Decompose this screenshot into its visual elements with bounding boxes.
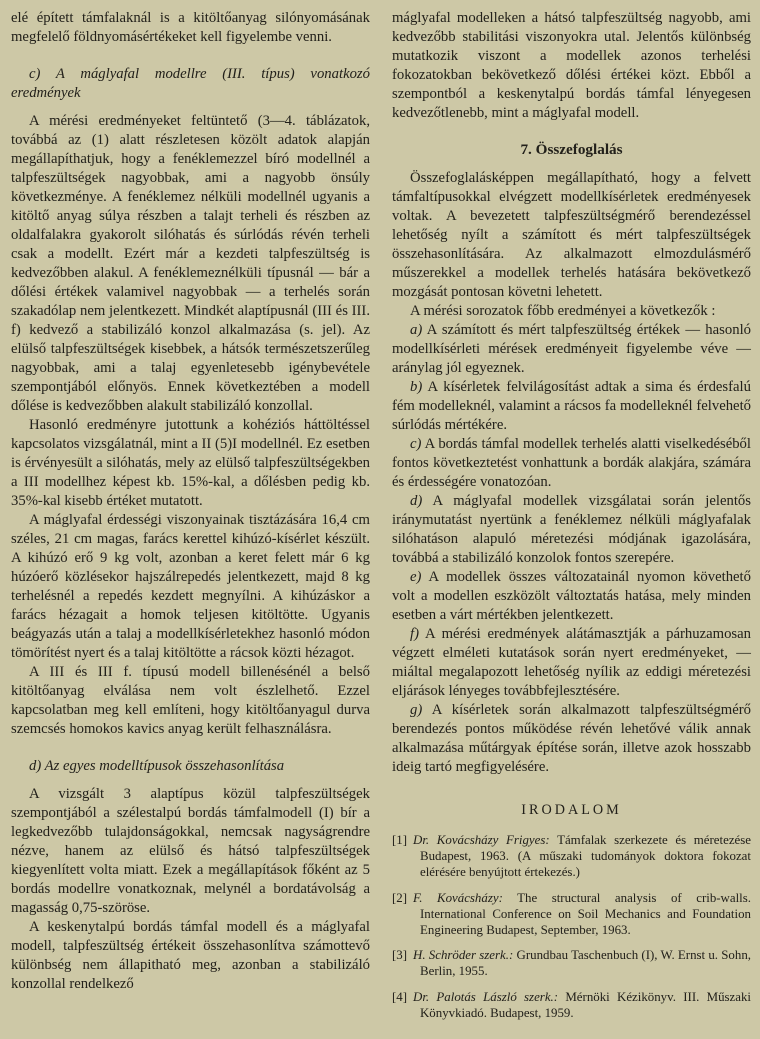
reference-author: Dr. Kovácsházy Frigyes:: [413, 833, 550, 847]
reference-text: Mérnöki Kézikönyv. III. Műszaki Könyvkiadó. Budapest, 1959.: [420, 989, 751, 1020]
list-item-text: A számított és mért talpfeszültség értékek — hasonló modellkísérleti mérések eredményeit figyelembe véve — aránylag jól egyeznek.: [392, 322, 751, 376]
bibliography: [392, 832, 751, 1021]
reference-item: [392, 989, 751, 1021]
list-item: [392, 378, 751, 435]
paragraph: A III és III f. típusú modell billenésénél a belső kitöltőanyag elválása nem volt észlelhető. Ezzel kapcsolatban meg kell említeni, hogy kitöltőanyagul durva szemcsés homokos kavics anyag került felhasználásra.: [11, 664, 370, 737]
list-item-text: A kísérletek felvilágosítást adtak a sima és érdesfalú fém modelleknél, valamint a rácsos fa modelleknél felvehető súrlódás mértékére.: [392, 379, 751, 433]
subsection-heading-c: c) A máglyafal modellre (III. típus) vonatkozó eredmények: [11, 66, 370, 101]
reference-item: [392, 832, 751, 881]
paragraph: Hasonló eredményre jutottunk a kohéziós háttöltéssel kapcsolatos vizsgálatnál, mint a II (5)I modellnél. Ez esetben is érvényesült a silóhatás, mely az elülső talpfeszültségekben a III modellhez képest kb. 15%-kal, a dőlésben pedig kb. 35%-kal kisebb értéket mutatott.: [11, 417, 370, 509]
list-item-text: A kísérletek során alkalmazott talpfeszültségmérő berendezés pontos működése révén lehetővé válik annak alkalmazása műtárgyak építése során, illetve azok hosszabb ideig tartó megfigyelésére.: [392, 702, 751, 775]
paragraph: A máglyafal érdességi viszonyainak tisztázására 16,4 cm széles, 21 cm magas, farács kerettel kihúzó-kísérlet készült. A kihúzó erő 9 kg volt, azonban a keret felett már 6 kg húzóerő közlésekor hajszálrepedés jelentkezett, majd 8 kg terhelésnél a repedés kezdett megnyílni. A kihúzáskor a farács hézagait a homok teljesen kitöltötte. Ugyanis beágyazás után a talaj a modellkísérletekhez hasonló módon tömörítést nyert és a talaj kitöltötte a rácsok közti hézagot.: [11, 512, 370, 661]
reference-author: Dr. Palotás László szerk.:: [413, 989, 559, 1004]
list-item: [392, 321, 751, 378]
reference-text: Támfalak szerkezete és méretezése Budapest, 1963. (A műszaki tudományok doktora fokozat elérésére benyújtott értekezés.): [420, 833, 751, 880]
reference-text: Grundbau Taschenbuch (I), W. Ernst u. Sohn, Berlin, 1955.: [420, 948, 751, 979]
list-marker: c): [410, 436, 422, 452]
list-item-text: A mérési eredmények alátámasztják a párhuzamosan végzett elméleti kutatások során nyert eredményeket, — miáltal megalapozott lehetőség nyílik az eddigi méretezési eljárások lényeges továbbfejlesztésére.: [392, 626, 751, 699]
left-column: [11, 9, 370, 1039]
list-item-text: A bordás támfal modellek terhelés alatti viselkedéséből fontos következtetést vonhattunk a bordák alakjára, számára és érdességére vonatozóan.: [392, 436, 751, 490]
reference-label: [1]: [392, 833, 408, 847]
list-marker: d): [410, 493, 423, 509]
bibliography-heading: IRODALOM: [521, 802, 622, 818]
reference-label: [2]: [392, 890, 408, 905]
reference-item: [392, 890, 751, 939]
reference-author: H. Schröder szerk.:: [413, 948, 514, 963]
reference-label: [3]: [392, 948, 408, 963]
list-item: [392, 701, 751, 777]
list-marker: b): [410, 379, 423, 395]
list-item-text: A modellek összes változatainál nyomon követhető volt a modellen eszközölt változtatás hatása, mely minden esetben a várt mértékben jelentkezett.: [392, 569, 751, 623]
list-marker: g): [410, 702, 423, 718]
reference-author: F. Kovácsházy:: [413, 890, 503, 905]
list-marker: f): [410, 626, 419, 642]
paragraph: Összefoglalásképpen megállapítható, hogy a felvett támfaltípusokkal elvégzett modellkísérletek eredményesek voltak. A bevezetett talpfeszültségmérő berendezéssel lehetőség nyílt a számított és mért talpfeszültségek összehasonlítására. Az alkalmazott elmozdulásmérő műszerekkel a modellek terhelés hatására bekövetkező mozgását pontosan követni lehetett.: [392, 170, 751, 300]
list-item: [392, 492, 751, 568]
reference-label: [4]: [392, 989, 408, 1004]
list-item: [392, 435, 751, 492]
list-marker: a): [410, 322, 423, 338]
subsection-heading-d: d) Az egyes modelltípusok összehasonlítása: [29, 758, 285, 774]
list-item: [392, 568, 751, 625]
list-item-text: A máglyafal modellek vizsgálatai során jelentős iránymutatást nyertünk a fenéklemez nélküli máglyafalak silóhatáson alapuló méretezési módjának igazolására, továbbá a stabilizáló konzolok fontos szerepére.: [392, 493, 751, 566]
paragraph: A vizsgált 3 alaptípus közül talpfeszültségek szempontjából a szélestalpú bordás támfalmodell (I) bír a legkedvezőbb tulajdonságokkal, nemcsak nagyságrendre nézve, hanem az elülső és hátsó talpfeszültségek kiegyenlített volta miatt. Ezek a megállapítások főként az 5 bordás modellre vonatkoznak, melynél a bordatávolság a magasság 0,75-szöröse.: [11, 786, 370, 916]
list-marker: e): [410, 569, 422, 585]
paragraph: A mérési eredményeket feltüntető (3—4. táblázatok, továbbá az (1) alatt részletesen közölt adatok alapján megállapíthatjuk, hogy a fenéklemezzel bíró modellnél a talpfeszültségek nagyobbak, ami a nagyobb önsúly következménye. A fenéklemez nélküli modellnél ugyanis a kitöltő anyag súlya részben a talajt terheli és részben az oldalfalakra gyakorolt silóhatás és súrlódás révén terheli csak a modellt. Ezért már a kezdeti talpfeszültség is kedvezőbben alakul. A fenéklemeznélküli típusnál — bár a dőlési értékek valamivel nagyobbak — a terhelés során szakadólap nem jelentkezett. Mindkét alaptípusnál (III és III. f) kedvező a stabilizáló konzol alkalmazása (s. jel). Az elülső talpfeszültségek kisebbek, a hátsók természetszerűleg nagyobbak, ami a talaj egyenletesebb igénybevétele szempontjából előnyös. Ennek következtében a modell dőlése is kedvezőbben alakult stabilizáló konzollal.: [11, 113, 370, 414]
paragraph: máglyafal modelleken a hátsó talpfeszültség nagyobb, ami kedvezőbb stabilitási viszonyokra utal. Jelentős különbség mutatkozik viszont a modellek azonos terhelési fokozatokban bekövetkező dőlési értékei közt. Ebből a szempontból a keskenytalpú bordás támfal lényegesen kedvezőtlenebb, mint a máglyafal modell.: [392, 10, 751, 121]
list-item: [392, 625, 751, 701]
paragraph: A mérési sorozatok főbb eredményei a következők :: [410, 303, 716, 319]
paragraph: elé épített támfalaknál is a kitöltőanyag silónyomásának megfelelő földnyomásértékeket kell figyelembe venni.: [11, 10, 370, 45]
reference-text: The structural analysis of crib-walls. International Conference on Soil Mechanics and Foundation Engineering Budapest, September, 1963.: [420, 890, 751, 938]
section-heading: 7. Összefoglalás: [520, 141, 623, 158]
reference-item: [392, 947, 751, 979]
right-column: [392, 9, 751, 1039]
paragraph: A keskenytalpú bordás támfal modell és a máglyafal modell, talpfeszültség értékeit összehasonlítva számottevő különbség nem állapitható meg, azonban a stabilizáló konzollal rendelkező: [11, 919, 370, 992]
